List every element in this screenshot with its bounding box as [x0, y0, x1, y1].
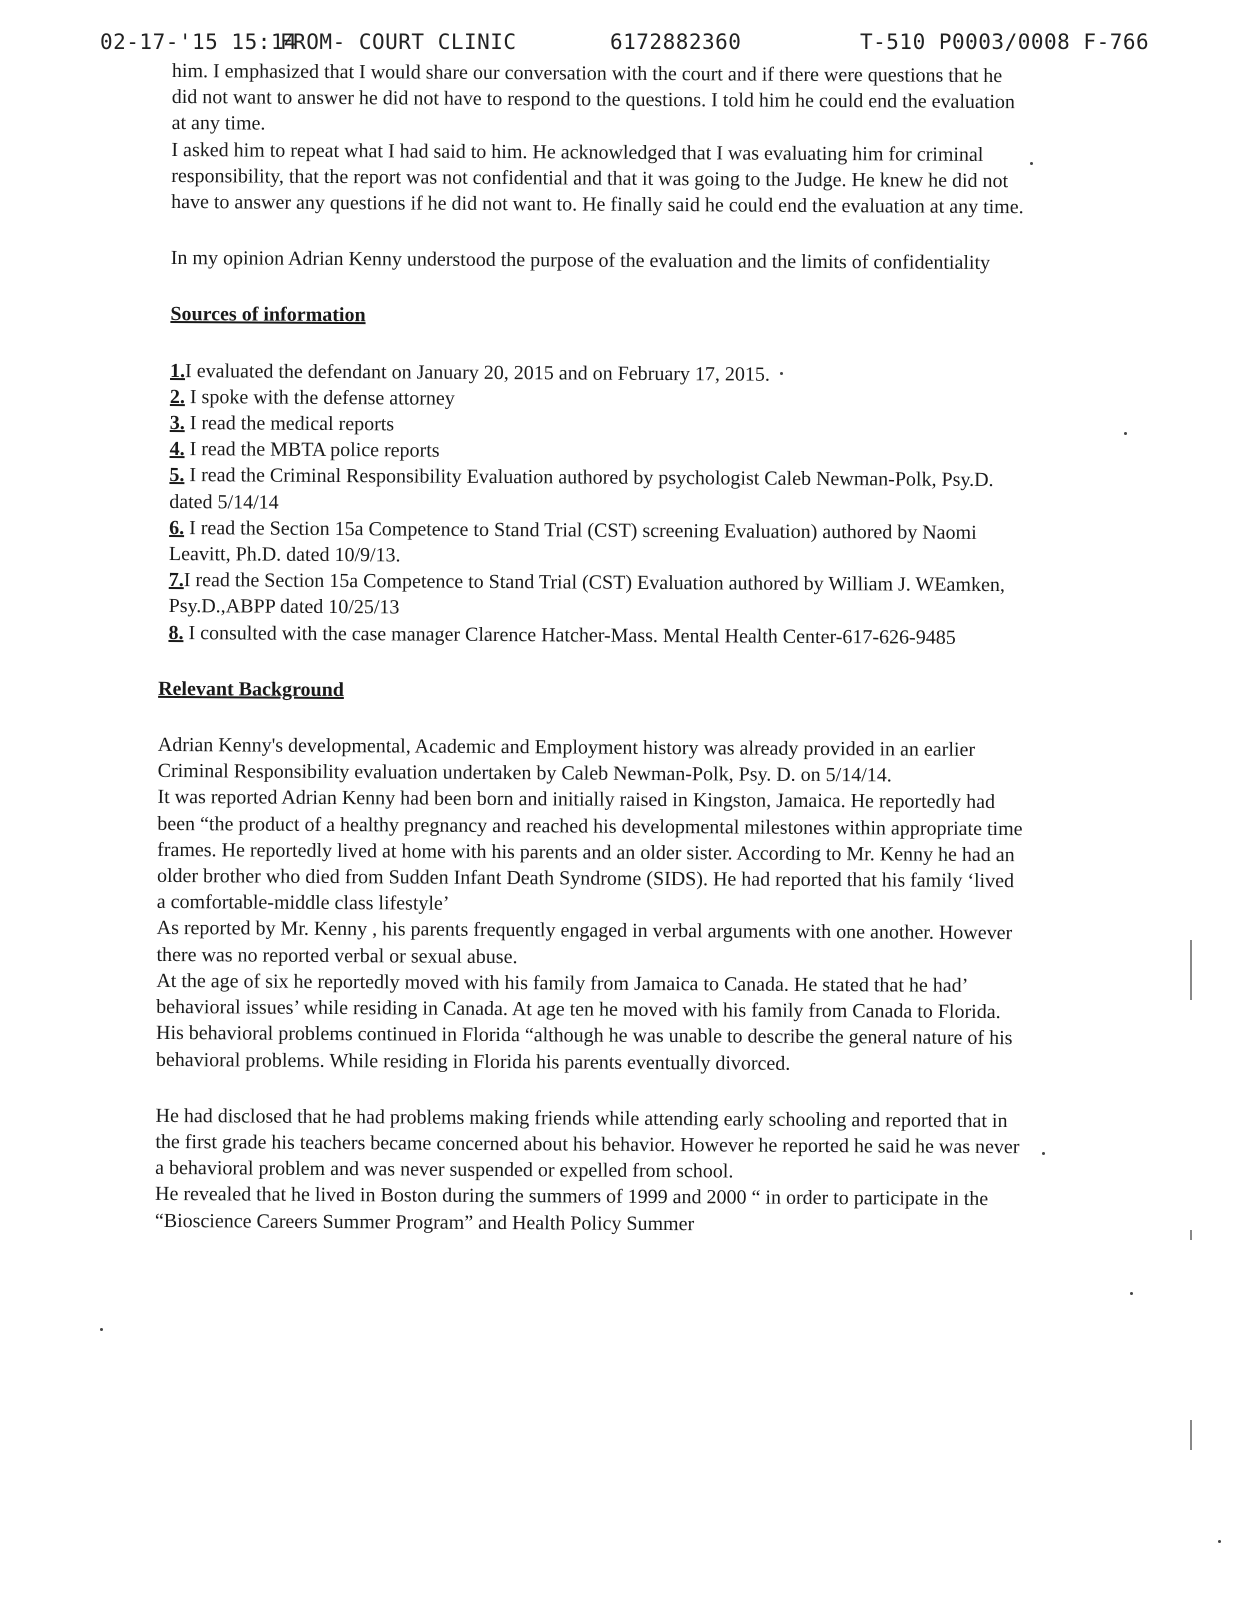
intro-paragraph-2: I asked him to repeat what I had said to him. He acknowledged that I was evaluating him for criminal responsibility, that the report was not confidential and that it was going to the Judge. He knew he did not have to answer any questions if he did not want to. He finally said he could end the evaluation at any time. — [171, 138, 1024, 219]
source-number: 7. — [168, 569, 184, 592]
background-heading: Relevant Background — [158, 677, 344, 701]
source-text: I read the medical reports — [184, 412, 395, 436]
scan-speck — [100, 1328, 103, 1331]
background-section — [155, 676, 1028, 1239]
document-body — [154, 58, 1032, 1239]
source-number: 5. — [169, 464, 185, 487]
scan-speck — [1030, 162, 1033, 165]
scan-speck — [1218, 1540, 1221, 1543]
fax-page-info: T-510 P0003/0008 F-766 — [860, 30, 1150, 54]
source-number: 3. — [169, 412, 185, 435]
source-item — [169, 515, 1029, 573]
background-paragraph: At the age of six he reportedly moved with his family from Jamaica to Canada. He stated that he had’ behavioral issues’ while residing in Canada. At age ten he moved with his family from Canada to Florida. His behavioral problems continued in Florida “although he was unable to describe the general nature of his behavioral problems. While residing in Florida his parents eventually divorced. — [155, 969, 1013, 1075]
source-text: I read the MBTA police reports — [184, 438, 440, 462]
intro-paragraph-1: him. I emphasized that I would share our conversation with the court and if there were questions that he did not want to answer he did not have to respond to the questions. I told him he could end the evaluation at any time. — [171, 59, 1015, 135]
source-item — [169, 567, 1029, 625]
source-text: I read the Section 15a Competence to Stand Trial (CST) Evaluation authored by William J. WEamken, Psy.D.,ABPP dated 10/25/13 — [168, 569, 1005, 619]
background-paragraph: As reported by Mr. Kenny , his parents frequently engaged in verbal arguments with one another. However there was no reported verbal or sexual abuse. — [156, 917, 1013, 968]
source-number: 1. — [170, 359, 186, 382]
source-text: I consulted with the case manager Clarence Hatcher-Mass. Mental Health Center-617-626-9485 — [183, 621, 956, 649]
source-item — [168, 620, 1028, 651]
source-text: I read the Criminal Responsibility Evaluation authored by psychologist Caleb Newman-Polk, Psy.D. dated 5/14/14 — [169, 464, 994, 514]
source-text: I spoke with the defense attorney — [184, 385, 455, 410]
source-number: 8. — [168, 621, 184, 644]
scan-edge-mark — [1190, 940, 1192, 1000]
sources-heading: Sources of information — [170, 303, 366, 327]
fax-from: FROM- COURT CLINIC — [280, 30, 517, 54]
source-text: I read the Section 15a Competence to Stand Trial (CST) screening Evaluation) authored by Naomi Leavitt, Ph.D. dated 10/9/13. — [168, 516, 977, 567]
scan-speck — [1130, 1292, 1133, 1295]
fax-date-time: 02-17-'15 15:14 — [100, 30, 298, 54]
opinion-paragraph: In my opinion Adrian Kenny understood the purpose of the evaluation and the limits of confidentiality — [170, 247, 991, 275]
background-paragraph: Adrian Kenny's developmental, Academic and Employment history was already provided in an earlier Criminal Responsibility evaluation undertaken by Caleb Newman-Polk, Psy. D. on 5/14/14. — [157, 733, 976, 787]
sources-list — [168, 358, 1030, 651]
scan-speck — [1042, 1152, 1045, 1155]
fax-header — [100, 30, 1150, 58]
scan-speck — [780, 372, 783, 375]
scan-speck — [1124, 432, 1127, 435]
source-number: 2. — [169, 385, 185, 408]
background-paragraph: It was reported Adrian Kenny had been born and initially raised in Kingston, Jamaica. He reportedly had been “the product of a healthy pregnancy and reached his developmental milestones within appropriate time frames. He reportedly lived at home with his parents and an older sister. According to Mr. Kenny he had an older brother who died from Sudden Infant Death Syndrome (SIDS). He had reported that his family ‘lived a comfortable-middle class lifestyle’ — [156, 786, 1023, 915]
source-text: I evaluated the defendant on January 20, 2015 and on February 17, 2015. — [185, 359, 770, 386]
background-paragraph: He revealed that he lived in Boston during the summers of 1999 and 2000 “ in order to participate in the “Bioscience Careers Summer Program” and Health Policy Summer — [154, 1183, 989, 1235]
source-number: 6. — [169, 516, 185, 539]
source-item — [169, 462, 1029, 520]
source-number: 4. — [169, 438, 185, 461]
scan-edge-mark — [1190, 1230, 1192, 1240]
scan-edge-mark — [1190, 1420, 1192, 1450]
fax-phone: 6172882360 — [610, 30, 742, 54]
background-paragraph: He had disclosed that he had problems making friends while attending early schooling and reported that in the first grade his teachers became concerned about his behavior. However he reported he said he was never a behavioral problem and was never suspended or expelled from school. — [155, 1104, 1020, 1183]
